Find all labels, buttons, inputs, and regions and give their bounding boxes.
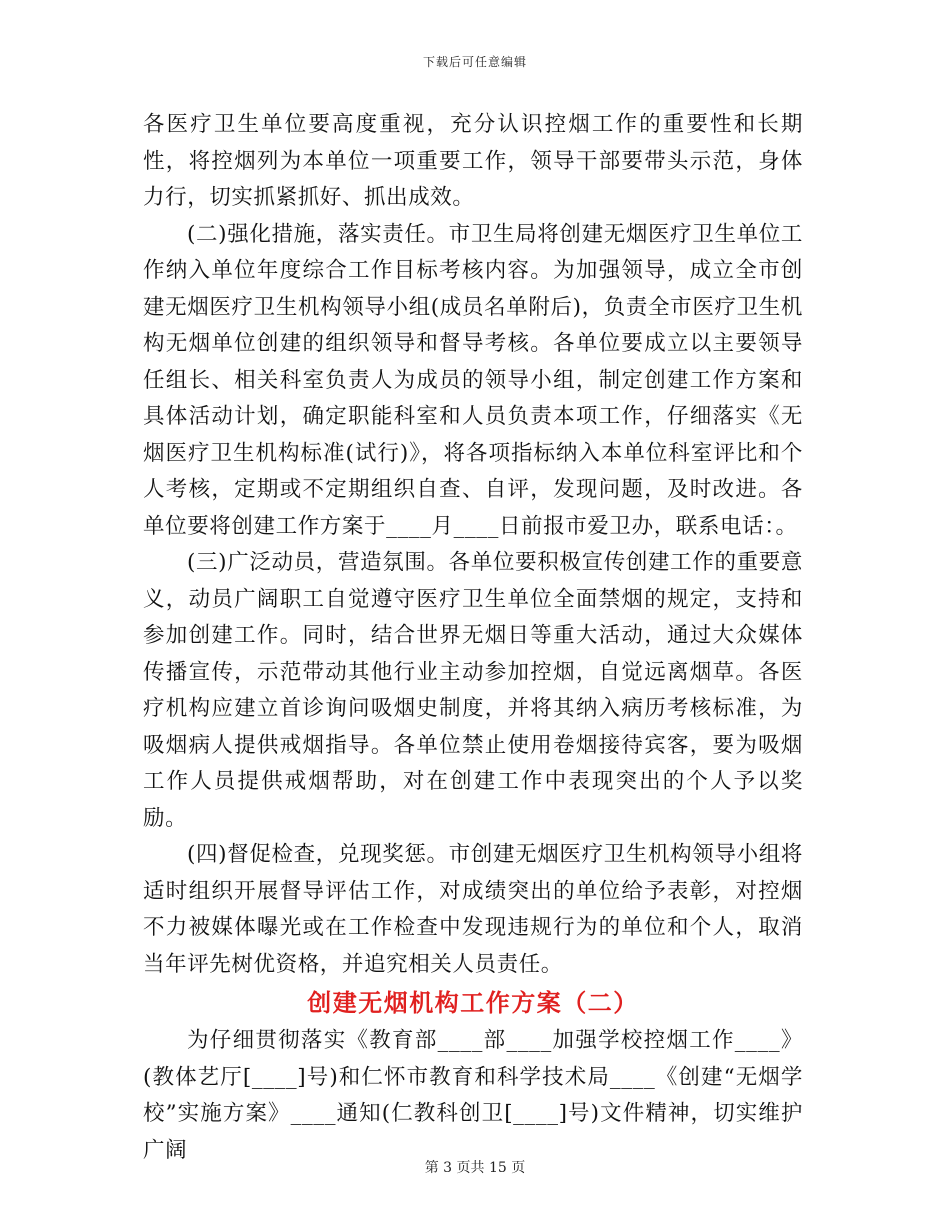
- document-body: [143, 107, 803, 1169]
- page-header: 下载后可任意编辑: [422, 55, 527, 69]
- paragraph-strengthen-measures: (二)强化措施，落实责任。市卫生局将创建无烟医疗卫生单位工作纳入单位年度综合工作目标考核内容。为加强领导，成立全市创建无烟医疗卫生机构领导小组(成员名单附后)，负责全市医疗卫生机构无烟单位创建的组织领导和督导考核。各单位要成立以主要领导任组长、相关科室负责人为成员的领导小组，制定创建工作方案和具体活动计划，确定职能科室和人员负责本项工作，仔细落实《无烟医疗卫生机构标准(试行)》，将各项指标纳入本单位科室评比和个人考核，定期或不定期组织自查、自评，发现问题，及时改进。各单位要将创建工作方案于____月____日前报市爱卫办，联系电话：。: [143, 221, 803, 539]
- paragraph-plan-intro: 为仔细贯彻落实《教育部____部____加强学校控烟工作____》(教体艺厅[____]号)和仁怀市教育和科学技术局____《创建“无烟学校”实施方案》____通知(仁教科创卫[____]号)文件精神，切实维护广阔: [143, 1028, 803, 1163]
- paragraph-supervise: (四)督促检查，兑现奖惩。市创建无烟医疗卫生机构领导小组将适时组织开展督导评估工作，对成绩突出的单位给予表彰，对控烟不力被媒体曝光或在工作检查中发现违规行为的单位和个人，取消当年评先树优资格，并追究相关人员责任。: [143, 842, 803, 977]
- paragraph-continuation: 各医疗卫生单位要高度重视，充分认识控烟工作的重要性和长期性，将控烟列为本单位一项重要工作，领导干部要带头示范，身体力行，切实抓紧抓好、抓出成效。: [143, 112, 803, 210]
- paragraph-mobilize: (三)广泛动员，营造氛围。各单位要积极宣传创建工作的重要意义，动员广阔职工自觉遵守医疗卫生单位全面禁烟的规定，支持和参加创建工作。同时，结合世界无烟日等重大活动，通过大众媒体传播宣传，示范带动其他行业主动参加控烟，自觉远离烟草。各医疗机构应建立首诊询问吸烟史制度，并将其纳入病历考核标准，为吸烟病人提供戒烟指导。各单位禁止使用卷烟接待宾客，要为吸烟工作人员提供戒烟帮助，对在创建工作中表现突出的个人予以奖励。: [143, 550, 803, 831]
- section-title: 创建无烟机构工作方案（二）: [307, 989, 639, 1017]
- page-number: 第 3 页共 15 页: [424, 1160, 526, 1176]
